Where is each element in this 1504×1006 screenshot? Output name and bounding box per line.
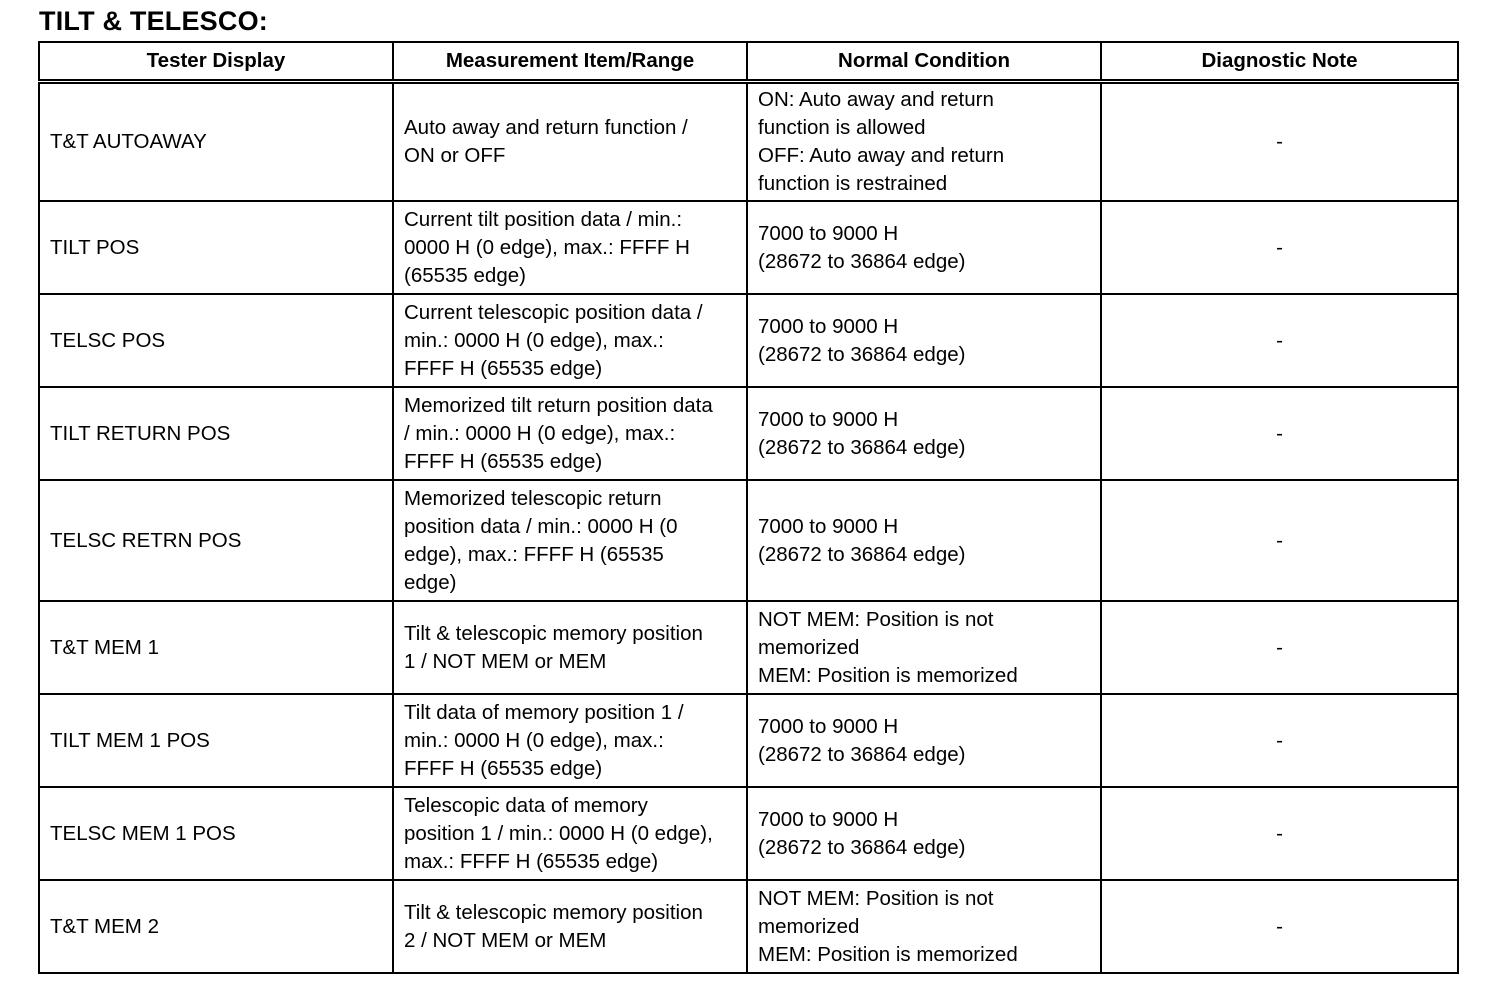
- cell-diagnostic-note: -: [1101, 201, 1458, 294]
- measurement-item-line: Tilt & telescopic memory position: [404, 900, 703, 924]
- cell-normal-condition: [747, 82, 1101, 202]
- cell-diagnostic-note: -: [1101, 601, 1458, 694]
- measurement-item-line: 2 / NOT MEM or MEM: [404, 928, 607, 952]
- normal-condition-line: 7000 to 9000 H: [758, 807, 899, 831]
- measurement-item-line: FFFF H (65535 edge): [404, 449, 603, 473]
- cell-measurement-item: [393, 294, 747, 387]
- cell-tester-display: TILT POS: [39, 201, 393, 294]
- measurement-item-line: position data / min.: 0000 H (0: [404, 514, 678, 538]
- cell-tester-display: T&T AUTOAWAY: [39, 82, 393, 202]
- normal-condition-line: 7000 to 9000 H: [758, 314, 899, 338]
- cell-normal-condition: [747, 880, 1101, 973]
- cell-tester-display: T&T MEM 1: [39, 601, 393, 694]
- normal-condition-line: OFF: Auto away and return: [758, 144, 1005, 167]
- normal-condition-line: (28672 to 36864 edge): [758, 342, 966, 366]
- table-row: [39, 601, 1458, 694]
- normal-condition-line: 7000 to 9000 H: [758, 221, 899, 245]
- table-row: [39, 480, 1458, 601]
- cell-tester-display: TELSC RETRN POS: [39, 480, 393, 601]
- cell-normal-condition: [747, 694, 1101, 787]
- cell-measurement-item: [393, 82, 747, 202]
- cell-tester-display: T&T MEM 2: [39, 880, 393, 973]
- cell-diagnostic-note: -: [1101, 694, 1458, 787]
- cell-diagnostic-note: -: [1101, 387, 1458, 480]
- table-row: [39, 294, 1458, 387]
- normal-condition-line: MEM: Position is memorized: [758, 942, 1018, 966]
- cell-normal-condition: [747, 201, 1101, 294]
- normal-condition-line: 7000 to 9000 H: [758, 714, 899, 738]
- measurement-item-line: Tilt & telescopic memory position: [404, 621, 703, 645]
- header-tester-display: Tester Display: [39, 42, 393, 82]
- cell-measurement-item: [393, 694, 747, 787]
- cell-normal-condition: [747, 787, 1101, 880]
- cell-measurement-item: [393, 387, 747, 480]
- measurement-item-line: edge): [404, 570, 457, 594]
- table-row: [39, 880, 1458, 973]
- cell-tester-display: TELSC MEM 1 POS: [39, 787, 393, 880]
- cell-diagnostic-note: -: [1101, 82, 1458, 202]
- table-row: [39, 201, 1458, 294]
- table-body: [39, 82, 1458, 974]
- table-row: [39, 82, 1458, 202]
- cell-measurement-item: [393, 787, 747, 880]
- measurement-item-line: Memorized tilt return position data: [404, 393, 713, 417]
- cell-diagnostic-note: -: [1101, 880, 1458, 973]
- measurement-item-line: Telescopic data of memory: [404, 793, 648, 817]
- measurement-item-line: Current tilt position data / min.:: [404, 207, 683, 231]
- normal-condition-line: 7000 to 9000 H: [758, 407, 899, 431]
- normal-condition-line: (28672 to 36864 edge): [758, 435, 966, 459]
- normal-condition-line: memorized: [758, 635, 860, 659]
- measurement-item-line: max.: FFFF H (65535 edge): [404, 849, 659, 873]
- cell-normal-condition: [747, 387, 1101, 480]
- cell-diagnostic-note: -: [1101, 480, 1458, 601]
- cell-normal-condition: [747, 601, 1101, 694]
- measurement-item-line: Memorized telescopic return: [404, 486, 662, 510]
- normal-condition-line: NOT MEM: Position is not: [758, 886, 994, 910]
- cell-tester-display: TILT MEM 1 POS: [39, 694, 393, 787]
- measurement-item-line: FFFF H (65535 edge): [404, 356, 603, 380]
- cell-tester-display: TILT RETURN POS: [39, 387, 393, 480]
- normal-condition-line: ON: Auto away and return: [758, 88, 994, 111]
- normal-condition-line: (28672 to 36864 edge): [758, 249, 966, 273]
- measurement-item-line: (65535 edge): [404, 263, 526, 287]
- table-row: [39, 694, 1458, 787]
- measurement-item-line: 1 / NOT MEM or MEM: [404, 649, 607, 673]
- measurement-item-line: / min.: 0000 H (0 edge), max.:: [404, 421, 676, 445]
- header-normal-condition: Normal Condition: [747, 42, 1101, 82]
- normal-condition-line: NOT MEM: Position is not: [758, 607, 994, 631]
- measurement-item-line: FFFF H (65535 edge): [404, 756, 603, 780]
- cell-measurement-item: [393, 480, 747, 601]
- table-row: [39, 387, 1458, 480]
- page-title: TILT & TELESCO:: [39, 6, 268, 36]
- measurement-item-line: min.: 0000 H (0 edge), max.:: [404, 728, 664, 752]
- measurement-item-line: Tilt data of memory position 1 /: [404, 700, 684, 724]
- measurement-item-line: edge), max.: FFFF H (65535: [404, 542, 664, 566]
- measurement-item-line: ON or OFF: [404, 144, 506, 167]
- measurement-item-line: position 1 / min.: 0000 H (0 edge),: [404, 821, 713, 845]
- cell-measurement-item: [393, 880, 747, 973]
- cell-diagnostic-note: -: [1101, 787, 1458, 880]
- header-diagnostic-note: Diagnostic Note: [1101, 42, 1458, 82]
- data-monitor-table: [38, 41, 1459, 974]
- normal-condition-line: MEM: Position is memorized: [758, 663, 1018, 687]
- measurement-item-line: Current telescopic position data /: [404, 300, 703, 324]
- cell-tester-display: TELSC POS: [39, 294, 393, 387]
- table-header: [39, 42, 1458, 82]
- normal-condition-line: (28672 to 36864 edge): [758, 542, 966, 566]
- normal-condition-line: (28672 to 36864 edge): [758, 835, 966, 859]
- measurement-item-line: 0000 H (0 edge), max.: FFFF H: [404, 235, 690, 259]
- cell-normal-condition: [747, 480, 1101, 601]
- measurement-item-line: Auto away and return function /: [404, 116, 688, 139]
- cell-normal-condition: [747, 294, 1101, 387]
- normal-condition-line: function is allowed: [758, 116, 926, 139]
- normal-condition-line: memorized: [758, 914, 860, 938]
- normal-condition-line: (28672 to 36864 edge): [758, 742, 966, 766]
- cell-diagnostic-note: -: [1101, 294, 1458, 387]
- header-row: [39, 42, 1458, 82]
- normal-condition-line: 7000 to 9000 H: [758, 514, 899, 538]
- table-row: [39, 787, 1458, 880]
- header-measurement-item: Measurement Item/Range: [393, 42, 747, 82]
- measurement-item-line: min.: 0000 H (0 edge), max.:: [404, 328, 664, 352]
- cell-measurement-item: [393, 601, 747, 694]
- normal-condition-line: function is restrained: [758, 172, 948, 195]
- cell-measurement-item: [393, 201, 747, 294]
